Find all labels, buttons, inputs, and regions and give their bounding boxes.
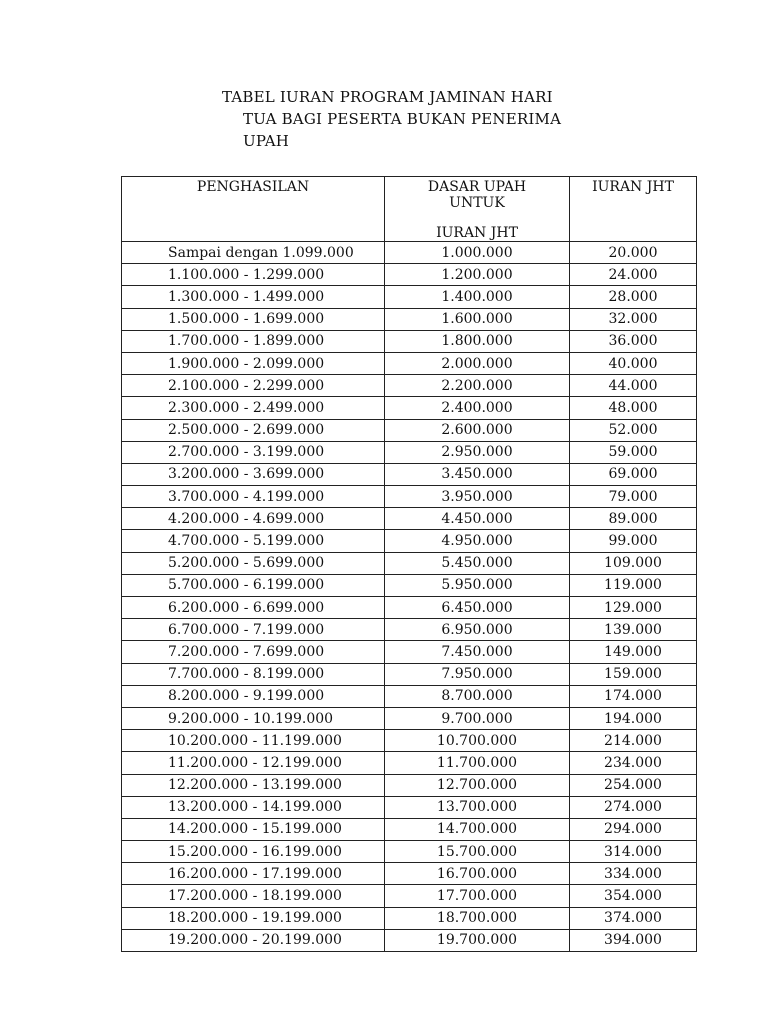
cell-iuran-jht: 52.000 (570, 419, 697, 441)
cell-penghasilan: 5.200.000 - 5.699.000 (122, 552, 385, 574)
table-row (122, 508, 697, 530)
table-row (122, 441, 697, 463)
cell-iuran-jht: 314.000 (570, 841, 697, 863)
table-row (122, 242, 697, 264)
cell-penghasilan: 4.200.000 - 4.699.000 (122, 508, 385, 530)
cell-penghasilan: 6.200.000 - 6.699.000 (122, 597, 385, 619)
table-row (122, 885, 697, 907)
cell-iuran-jht: 119.000 (570, 574, 697, 596)
table-row (122, 264, 697, 286)
cell-iuran-jht: 374.000 (570, 907, 697, 929)
cell-dasar-upah: 12.700.000 (385, 774, 570, 796)
cell-dasar-upah: 3.450.000 (385, 463, 570, 485)
cell-dasar-upah: 2.600.000 (385, 419, 570, 441)
cell-penghasilan: 3.200.000 - 3.699.000 (122, 463, 385, 485)
cell-iuran-jht: 354.000 (570, 885, 697, 907)
cell-iuran-jht: 32.000 (570, 308, 697, 330)
cell-dasar-upah: 1.000.000 (385, 242, 570, 264)
table-row (122, 419, 697, 441)
cell-dasar-upah: 4.450.000 (385, 508, 570, 530)
table-row (122, 308, 697, 330)
cell-dasar-upah: 14.700.000 (385, 818, 570, 840)
table-row (122, 752, 697, 774)
cell-iuran-jht: 69.000 (570, 463, 697, 485)
cell-dasar-upah: 5.950.000 (385, 574, 570, 596)
table-row (122, 330, 697, 352)
table-row (122, 663, 697, 685)
cell-penghasilan: 7.700.000 - 8.199.000 (122, 663, 385, 685)
header-dasar-line-1: DASAR UPAH (427, 179, 527, 195)
table-row (122, 463, 697, 485)
cell-penghasilan: 13.200.000 - 14.199.000 (122, 796, 385, 818)
cell-iuran-jht: 139.000 (570, 619, 697, 641)
cell-penghasilan: 3.700.000 - 4.199.000 (122, 486, 385, 508)
cell-penghasilan: 18.200.000 - 19.199.000 (122, 907, 385, 929)
table-row (122, 375, 697, 397)
cell-penghasilan: 11.200.000 - 12.199.000 (122, 752, 385, 774)
table-row (122, 685, 697, 707)
cell-iuran-jht: 59.000 (570, 441, 697, 463)
cell-penghasilan: 1.300.000 - 1.499.000 (122, 286, 385, 308)
cell-penghasilan: 16.200.000 - 17.199.000 (122, 863, 385, 885)
cell-penghasilan: 5.700.000 - 6.199.000 (122, 574, 385, 596)
cell-dasar-upah: 2.200.000 (385, 375, 570, 397)
cell-penghasilan: Sampai dengan 1.099.000 (122, 242, 385, 264)
cell-dasar-upah: 13.700.000 (385, 796, 570, 818)
cell-iuran-jht: 159.000 (570, 663, 697, 685)
cell-penghasilan: 1.700.000 - 1.899.000 (122, 330, 385, 352)
document-title (222, 86, 582, 152)
cell-iuran-jht: 174.000 (570, 685, 697, 707)
cell-dasar-upah: 2.400.000 (385, 397, 570, 419)
cell-dasar-upah: 15.700.000 (385, 841, 570, 863)
cell-penghasilan: 10.200.000 - 11.199.000 (122, 730, 385, 752)
table-row (122, 397, 697, 419)
table-row (122, 552, 697, 574)
table-row (122, 841, 697, 863)
table-row (122, 730, 697, 752)
cell-dasar-upah: 1.400.000 (385, 286, 570, 308)
cell-iuran-jht: 109.000 (570, 552, 697, 574)
cell-iuran-jht: 394.000 (570, 929, 697, 951)
table-row (122, 530, 697, 552)
table-row (122, 574, 697, 596)
cell-penghasilan: 15.200.000 - 16.199.000 (122, 841, 385, 863)
cell-iuran-jht: 334.000 (570, 863, 697, 885)
cell-iuran-jht: 24.000 (570, 264, 697, 286)
cell-iuran-jht: 79.000 (570, 486, 697, 508)
table-row (122, 486, 697, 508)
cell-penghasilan: 2.700.000 - 3.199.000 (122, 441, 385, 463)
header-penghasilan (122, 177, 385, 242)
cell-iuran-jht: 20.000 (570, 242, 697, 264)
cell-penghasilan: 12.200.000 - 13.199.000 (122, 774, 385, 796)
table-row (122, 707, 697, 729)
table-row (122, 796, 697, 818)
cell-dasar-upah: 1.600.000 (385, 308, 570, 330)
header-iuran-jht (570, 177, 697, 242)
cell-penghasilan: 6.700.000 - 7.199.000 (122, 619, 385, 641)
cell-iuran-jht: 234.000 (570, 752, 697, 774)
table-row (122, 641, 697, 663)
cell-iuran-jht: 48.000 (570, 397, 697, 419)
cell-dasar-upah: 7.450.000 (385, 641, 570, 663)
cell-iuran-jht: 28.000 (570, 286, 697, 308)
table-row (122, 863, 697, 885)
table-body (122, 242, 697, 952)
title-line-2: TUA BAGI PESERTA BUKAN PENERIMA (243, 110, 562, 128)
cell-iuran-jht: 40.000 (570, 352, 697, 374)
table-row (122, 818, 697, 840)
cell-penghasilan: 8.200.000 - 9.199.000 (122, 685, 385, 707)
cell-dasar-upah: 8.700.000 (385, 685, 570, 707)
table-header-row (122, 177, 697, 242)
title-line-3: UPAH (243, 132, 290, 150)
cell-dasar-upah: 1.800.000 (385, 330, 570, 352)
table-row (122, 286, 697, 308)
cell-iuran-jht: 254.000 (570, 774, 697, 796)
contribution-table (121, 176, 697, 952)
table-row (122, 774, 697, 796)
cell-dasar-upah: 3.950.000 (385, 486, 570, 508)
cell-dasar-upah: 19.700.000 (385, 929, 570, 951)
cell-dasar-upah: 10.700.000 (385, 730, 570, 752)
cell-iuran-jht: 129.000 (570, 597, 697, 619)
header-dasar-line-3: IURAN JHT (436, 225, 518, 241)
header-dasar-line-2: UNTUK (449, 195, 505, 211)
cell-dasar-upah: 11.700.000 (385, 752, 570, 774)
cell-penghasilan: 14.200.000 - 15.199.000 (122, 818, 385, 840)
cell-penghasilan: 1.900.000 - 2.099.000 (122, 352, 385, 374)
cell-penghasilan: 1.100.000 - 1.299.000 (122, 264, 385, 286)
cell-dasar-upah: 1.200.000 (385, 264, 570, 286)
table-row (122, 352, 697, 374)
cell-dasar-upah: 6.450.000 (385, 597, 570, 619)
cell-penghasilan: 2.300.000 - 2.499.000 (122, 397, 385, 419)
cell-dasar-upah: 2.950.000 (385, 441, 570, 463)
header-dasar-upah (385, 177, 570, 242)
header-iuran-label: IURAN JHT (592, 179, 674, 195)
cell-penghasilan: 7.200.000 - 7.699.000 (122, 641, 385, 663)
cell-dasar-upah: 6.950.000 (385, 619, 570, 641)
cell-penghasilan: 9.200.000 - 10.199.000 (122, 707, 385, 729)
cell-penghasilan: 2.500.000 - 2.699.000 (122, 419, 385, 441)
cell-iuran-jht: 89.000 (570, 508, 697, 530)
cell-iuran-jht: 274.000 (570, 796, 697, 818)
cell-iuran-jht: 36.000 (570, 330, 697, 352)
cell-dasar-upah: 2.000.000 (385, 352, 570, 374)
cell-iuran-jht: 149.000 (570, 641, 697, 663)
cell-dasar-upah: 9.700.000 (385, 707, 570, 729)
cell-dasar-upah: 7.950.000 (385, 663, 570, 685)
cell-dasar-upah: 17.700.000 (385, 885, 570, 907)
cell-dasar-upah: 18.700.000 (385, 907, 570, 929)
cell-dasar-upah: 16.700.000 (385, 863, 570, 885)
header-penghasilan-label: PENGHASILAN (196, 179, 310, 195)
cell-penghasilan: 1.500.000 - 1.699.000 (122, 308, 385, 330)
table-row (122, 597, 697, 619)
cell-iuran-jht: 194.000 (570, 707, 697, 729)
cell-dasar-upah: 4.950.000 (385, 530, 570, 552)
cell-penghasilan: 2.100.000 - 2.299.000 (122, 375, 385, 397)
cell-iuran-jht: 99.000 (570, 530, 697, 552)
cell-iuran-jht: 44.000 (570, 375, 697, 397)
table-row (122, 907, 697, 929)
title-line-1: TABEL IURAN PROGRAM JAMINAN HARI (222, 88, 553, 106)
table-row (122, 929, 697, 951)
cell-penghasilan: 17.200.000 - 18.199.000 (122, 885, 385, 907)
cell-dasar-upah: 5.450.000 (385, 552, 570, 574)
cell-penghasilan: 19.200.000 - 20.199.000 (122, 929, 385, 951)
cell-iuran-jht: 294.000 (570, 818, 697, 840)
cell-penghasilan: 4.700.000 - 5.199.000 (122, 530, 385, 552)
cell-iuran-jht: 214.000 (570, 730, 697, 752)
table-row (122, 619, 697, 641)
